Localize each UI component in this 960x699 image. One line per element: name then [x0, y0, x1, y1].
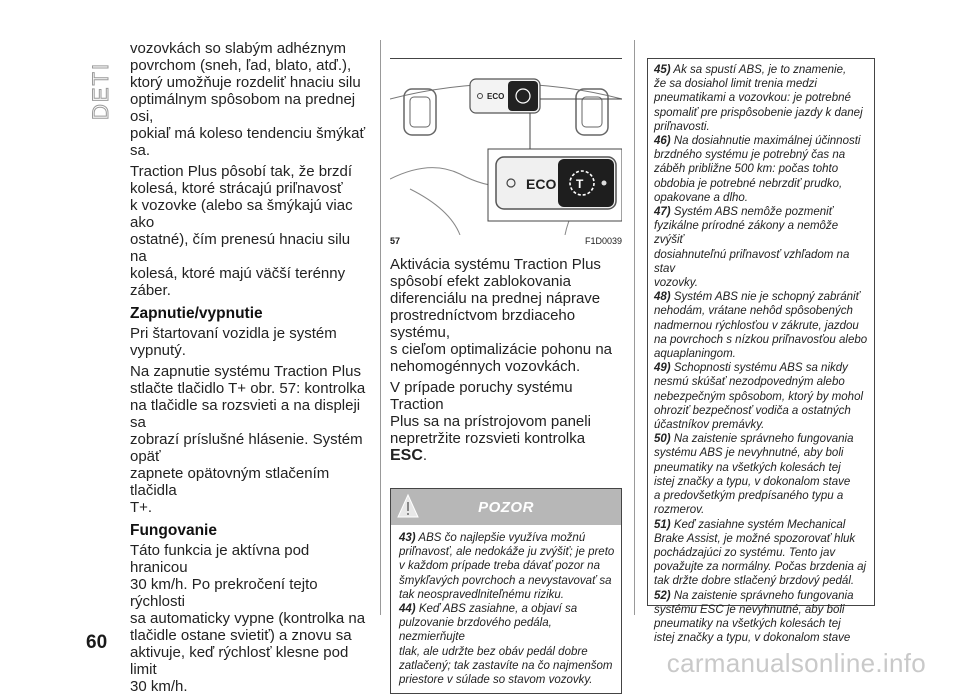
column-left	[130, 40, 370, 699]
note-item	[654, 432, 868, 517]
paragraph: Traction Plus pôsobí tak, že brzdí kolesá, ktoré strácajú priľnavosť k vozovke (alebo sa šmýkajú viac ako ostatné), čím prenesú hnaciu silu na kolesá, ktoré majú väčší terénny záber.	[130, 163, 353, 299]
note-number: 49)	[654, 362, 671, 375]
note-item	[399, 602, 615, 687]
note-item	[654, 63, 868, 134]
esc-indicator-label: ESC	[390, 447, 423, 464]
note-number: 44)	[399, 603, 416, 616]
warning-box	[390, 488, 622, 694]
warning-body	[391, 525, 621, 693]
note-text: Na zaistenie správneho fungovania systému ESC je nevyhnutné, aby boli pneumatiky na všetkých kolesách tej istej značky a typu, v dokonalom stave	[654, 589, 854, 645]
figure-caption	[390, 236, 622, 246]
column-middle	[390, 58, 622, 694]
note-item	[654, 518, 868, 589]
note-number: 51)	[654, 518, 671, 531]
note-text: Na dosiahnutie maximálnej účinnosti brzdného systému je potrebný čas na záběh približne 500 km: počas tohto obdobia je potrebné nebrzdiť prudko, opakovane a dlho.	[654, 135, 861, 204]
svg-text:T: T	[576, 177, 584, 191]
note-item	[654, 589, 868, 646]
column-divider	[634, 40, 635, 615]
paragraph: Na zapnutie systému Traction Plus stlačte tlačidlo T+ obr. 57: kontrolka na tlačidle sa rozsvieti a na displeji sa zobrazí príslušné hlásenie. Systém opäť zapnete opätovným stlačením tlačidla T+.	[130, 363, 366, 516]
note-number: 45)	[654, 64, 671, 76]
figure-57	[390, 58, 622, 235]
note-item	[654, 290, 868, 361]
note-item	[399, 531, 615, 602]
notes-box	[647, 58, 875, 645]
chapter-side-label-text: DETI	[88, 61, 113, 120]
paragraph: Aktivácia systému Traction Plus spôsobí efekt zablokovania diferenciálu na prednej náprave prostredníctvom brzdiaceho systému, s cieľom optimalizácie pohonu na nehomogénnych vozovkách.	[390, 256, 612, 375]
note-number: 52)	[654, 589, 671, 602]
chapter-side-label	[86, 52, 116, 122]
note-text: Schopnosti systému ABS sa nikdy nesmú skúšať nezodpovedným alebo nebezpečným spôsobom, ktorý by mohol ohroziť bezpečnosť vodiča a ostatných účastníkov premávky.	[654, 362, 864, 432]
column-divider	[380, 40, 381, 615]
note-number: 46)	[654, 135, 671, 148]
note-number: 47)	[654, 206, 671, 219]
eco-button-large-label: ECO	[526, 176, 557, 192]
note-number: 48)	[654, 291, 671, 304]
figure-number: 57	[390, 236, 401, 246]
paragraph: Pri štartovaní vozidla je systém vypnutý.	[130, 325, 337, 359]
section-heading: Zapnutie/vypnutie	[130, 305, 263, 322]
note-number: 43)	[399, 532, 416, 544]
page-number: 60	[86, 632, 108, 653]
note-item	[654, 205, 868, 290]
column-right	[647, 58, 875, 645]
paragraph-text: V prípade poruchy systému Traction Plus sa na prístrojovom paneli nepretržite rozsvieti kontrolka	[390, 379, 591, 447]
eco-button-small-label: ECO	[487, 92, 505, 101]
paragraph: vozovkách so slabým adhéznym povrchom (sneh, ľad, blato, atď.), ktorý umožňuje rozdeliť hnaciu silu optimálnym spôsobom na prednej osi, pokiaľ má koleso tendenciu šmýkať sa.	[130, 40, 366, 159]
note-item	[654, 361, 868, 432]
figure-code: F1D0039	[584, 236, 622, 246]
dashboard-illustration	[390, 59, 622, 235]
section-heading: Fungovanie	[130, 522, 217, 539]
paragraph	[390, 379, 622, 464]
note-text: Keď zasiahne systém Mechanical Brake Assist, je možné spozorovať hluk pochádzajúci zo systému. Tento jav považujte za normálny. Počas brzdenia aj tak držte dobre stlačený brzdový pedál.	[654, 518, 867, 588]
note-text: Keď ABS zasiahne, a objaví sa pulzovanie brzdového pedála, nezmierňujte tlak, ale udržte bez obáv pedál dobre zatlačený; tak zastavíte na čo najmenšom priestore v súlade so stavom vozovky.	[399, 603, 613, 687]
note-item	[654, 134, 868, 205]
note-number: 50)	[654, 433, 671, 446]
warning-title: POZOR	[478, 498, 534, 516]
watermark-text: carmanualsonline.info	[666, 648, 926, 678]
note-text: ABS čo najlepšie využíva možnú priľnavosť, ale nedokáže ju zvýšiť; je preto v každom prípade treba dávať pozor na šmykľavých povrchoch a nevystavovať sa tak neospravedlniteľnému riziku.	[399, 532, 615, 601]
paragraph-end: .	[422, 447, 428, 464]
note-text: Systém ABS nie je schopný zabrániť nehodám, vrátane nehôd spôsobených nadmernou rýchlosťou v zákrute, jazdou na povrchoch s nízkou priľnavosťou alebo aquaplaningom.	[654, 291, 868, 361]
warning-header	[391, 489, 621, 525]
note-text: Na zaistenie správneho fungovania systému ABS je nevyhnutné, aby boli pneumatiky na všetkých kolesách tej istej značky a typu, v dokonalom stave a predovšetkým predpísaného typu a rozmerov.	[654, 433, 854, 517]
note-text: Systém ABS nemôže pozmeniť fyzikálne prírodné zákony a nemôže zvýšiť dosiahnuteľnú priľnavosť vzhľadom na stav vozovky.	[654, 206, 850, 290]
paragraph: Táto funkcia je aktívna pod hranicou 30 km/h. Po prekročení tejto rýchlosti sa automaticky vypne (kontrolka na tlačidle ostane svietiť) a znovu sa aktivuje, keď rýchlosť klesne pod limit 30 km/h.	[130, 542, 366, 695]
note-text: Ak sa spustí ABS, je to znamenie, že sa dosiahol limit trenia medzi pneumatikami a vozovkou: je potrebné spomaliť pre prispôsobenie jazdy k danej priľnavosti.	[654, 64, 863, 133]
warning-triangle-icon	[397, 493, 419, 519]
